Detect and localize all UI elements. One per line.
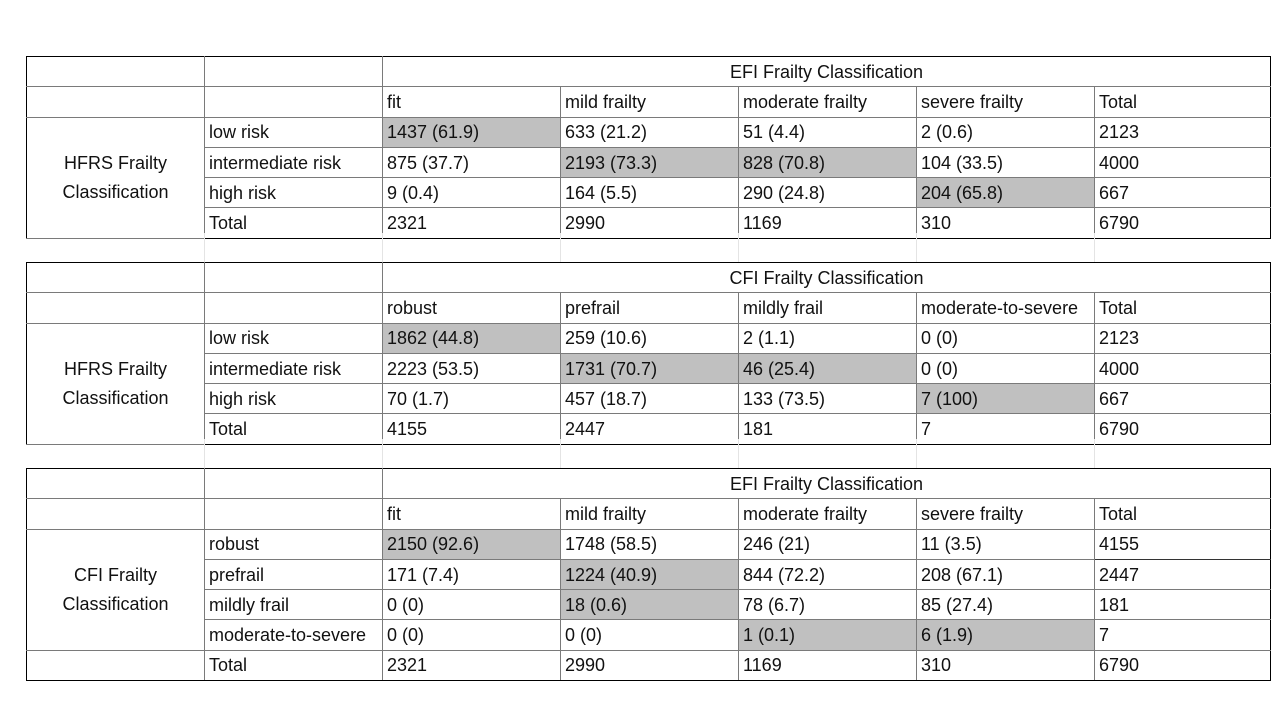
table-cell: 11 (3.5) [917,529,1095,559]
table-cell: 4000 [1095,147,1271,177]
table-cell: 0 (0) [561,620,739,650]
table-cell: 0 (0) [383,590,561,620]
row-label: prefrail [205,559,383,589]
table-cell: 85 (27.4) [917,590,1095,620]
table-cell: 1731 (70.7) [561,353,739,383]
column-header: moderate frailty [739,499,917,529]
column-header: severe frailty [917,87,1095,117]
table-cell: 133 (73.5) [739,384,917,414]
table-cell: 1169 [739,650,917,680]
table-cell: 2447 [1095,559,1271,589]
column-group-title: EFI Frailty Classification [383,57,1271,87]
column-header: mild frailty [561,499,739,529]
table-cell: 2123 [1095,323,1271,353]
table-cell: 246 (21) [739,529,917,559]
table-cell: 1748 (58.5) [561,529,739,559]
table-cell: 104 (33.5) [917,147,1095,177]
table-cell: 2223 (53.5) [383,353,561,383]
blank-corner-cell [27,650,205,680]
table-cell: 181 [739,414,917,444]
column-header: moderate frailty [739,87,917,117]
table-cell: 875 (37.7) [383,147,561,177]
column-header: robust [383,293,561,323]
table-cell: 51 (4.4) [739,117,917,147]
table-cell: 6790 [1095,414,1271,444]
column-header: mildly frail [739,293,917,323]
column-header: mild frailty [561,87,739,117]
column-header: Total [1095,293,1271,323]
table-cell: 171 (7.4) [383,559,561,589]
table-cell: 2 (1.1) [739,323,917,353]
spacer-row [26,439,1270,468]
blank-corner-cell [205,57,383,87]
column-header: fit [383,499,561,529]
column-header: moderate-to-severe [917,293,1095,323]
table-cell: 1224 (40.9) [561,559,739,589]
efi-vs-hfrs-table [26,56,1271,239]
blank-corner-cell [27,87,205,117]
table-cell: 9 (0.4) [383,178,561,208]
table-cell: 667 [1095,384,1271,414]
table-cell: 4000 [1095,353,1271,383]
table-cell: 310 [917,650,1095,680]
row-label: robust [205,529,383,559]
table-cell: 181 [1095,590,1271,620]
table-cell: 828 (70.8) [739,147,917,177]
table-cell: 1169 [739,208,917,238]
table-cell: 0 (0) [383,620,561,650]
table-cell: 2 (0.6) [917,117,1095,147]
blank-corner-cell [205,263,383,293]
table-cell: 2321 [383,208,561,238]
table-cell: 2990 [561,650,739,680]
table-cell: 2447 [561,414,739,444]
spacer-row [26,233,1270,262]
blank-corner-cell [205,87,383,117]
table-cell: 70 (1.7) [383,384,561,414]
column-header: Total [1095,87,1271,117]
efi-vs-cfi-table [26,468,1271,681]
table-cell: 259 (10.6) [561,323,739,353]
blank-corner-cell [27,499,205,529]
table-cell: 2193 (73.3) [561,147,739,177]
column-group-title: CFI Frailty Classification [383,263,1271,293]
row-label: low risk [205,117,383,147]
row-label: Total [205,650,383,680]
table-cell: 6790 [1095,650,1271,680]
row-label: mildly frail [205,590,383,620]
row-label: moderate-to-severe [205,620,383,650]
table-cell: 46 (25.4) [739,353,917,383]
table-cell: 0 (0) [917,323,1095,353]
blank-corner-cell [27,293,205,323]
blank-corner-cell [27,469,205,499]
table-cell: 7 [917,414,1095,444]
blank-corner-cell [205,293,383,323]
table-cell: 457 (18.7) [561,384,739,414]
row-label: intermediate risk [205,147,383,177]
table-cell: 6790 [1095,208,1271,238]
table-cell: 7 (100) [917,384,1095,414]
table-cell: 844 (72.2) [739,559,917,589]
table-cell: 4155 [1095,529,1271,559]
row-label: high risk [205,178,383,208]
row-label: Total [205,208,383,238]
table-cell: 290 (24.8) [739,178,917,208]
row-group-title: HFRS Frailty Classification [27,323,205,444]
table-cell: 18 (0.6) [561,590,739,620]
row-group-title: CFI Frailty Classification [27,529,205,650]
table-cell: 164 (5.5) [561,178,739,208]
blank-corner-cell [27,263,205,293]
table-cell: 204 (65.8) [917,178,1095,208]
table-cell: 4155 [383,414,561,444]
blank-corner-cell [27,57,205,87]
row-label: high risk [205,384,383,414]
blank-corner-cell [205,499,383,529]
table-cell: 1 (0.1) [739,620,917,650]
table-cell: 633 (21.2) [561,117,739,147]
table-cell: 0 (0) [917,353,1095,383]
blank-corner-cell [205,469,383,499]
table-cell: 7 [1095,620,1271,650]
table-cell: 78 (6.7) [739,590,917,620]
column-group-title: EFI Frailty Classification [383,469,1271,499]
table-cell: 2150 (92.6) [383,529,561,559]
table-cell: 1862 (44.8) [383,323,561,353]
row-group-title: HFRS Frailty Classification [27,117,205,238]
row-label: low risk [205,323,383,353]
table-cell: 6 (1.9) [917,620,1095,650]
table-cell: 2123 [1095,117,1271,147]
table-cell: 2321 [383,650,561,680]
row-label: intermediate risk [205,353,383,383]
column-header: severe frailty [917,499,1095,529]
cfi-vs-hfrs-table [26,262,1271,445]
column-header: Total [1095,499,1271,529]
column-header: fit [383,87,561,117]
table-cell: 2990 [561,208,739,238]
row-label: Total [205,414,383,444]
table-cell: 310 [917,208,1095,238]
table-cell: 1437 (61.9) [383,117,561,147]
table-cell: 208 (67.1) [917,559,1095,589]
column-header: prefrail [561,293,739,323]
table-cell: 667 [1095,178,1271,208]
